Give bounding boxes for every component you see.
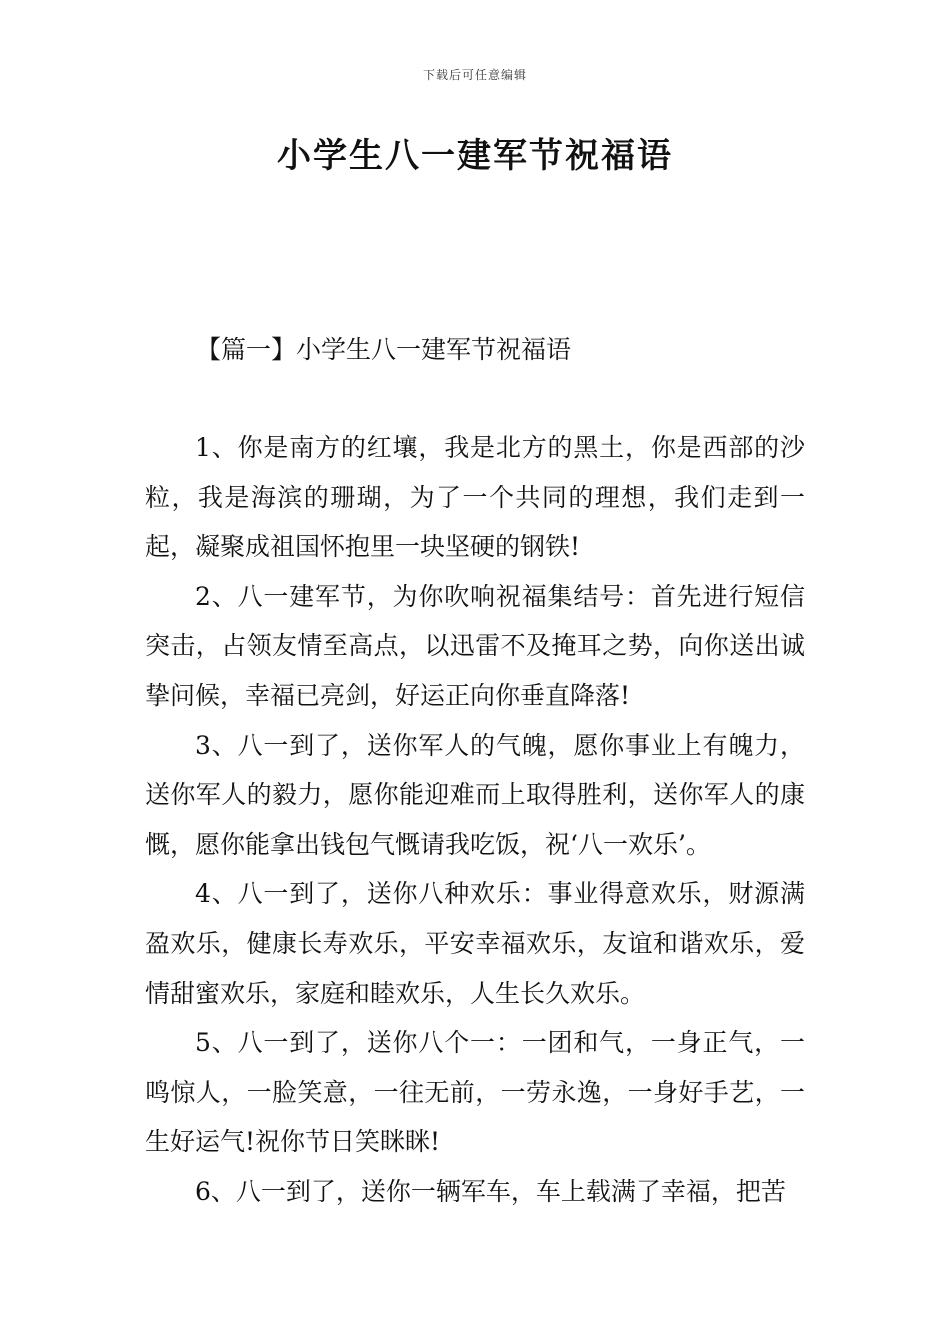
paragraph: 1、你是南方的红壤，我是北方的黑土，你是西部的沙粒，我是海滨的珊瑚，为了一个共同的理想，我们走到一起，凝聚成祖国怀抱里一块坚硬的钢铁! [145,433,805,562]
document-title: 小学生八一建军节祝福语 [277,136,673,176]
section-heading: 【篇一】小学生八一建军节祝福语 [196,335,572,364]
body-text [145,423,805,1217]
paragraph: 5、八一到了，送你八个一：一团和气，一身正气，一鸣惊人，一脸笑意，一往无前，一劳永逸，一身好手艺，一生好运气!祝你节日笑眯眯! [145,1028,805,1157]
header-note: 下载后可任意编辑 [422,68,527,82]
paragraph: 3、八一到了，送你军人的气魄，愿你事业上有魄力，送你军人的毅力，愿你能迎难而上取得胜利，送你军人的康慨，愿你能拿出钱包气慨请我吃饭，祝‘八一欢乐’。 [145,730,805,859]
paragraph: 2、八一建军节，为你吹响祝福集结号：首先进行短信突击，占领友情至高点，以迅雷不及掩耳之势，向你送出诚挚问候，幸福已亮剑，好运正向你垂直降落! [145,581,805,710]
paragraph: 6、八一到了，送你一辆军车，车上载满了幸福，把苦 [195,1176,786,1206]
paragraph: 4、八一到了，送你八种欢乐：事业得意欢乐，财源满盈欢乐，健康长寿欢乐，平安幸福欢乐，友谊和谐欢乐，爱情甜蜜欢乐，家庭和睦欢乐，人生长久欢乐。 [145,879,805,1008]
